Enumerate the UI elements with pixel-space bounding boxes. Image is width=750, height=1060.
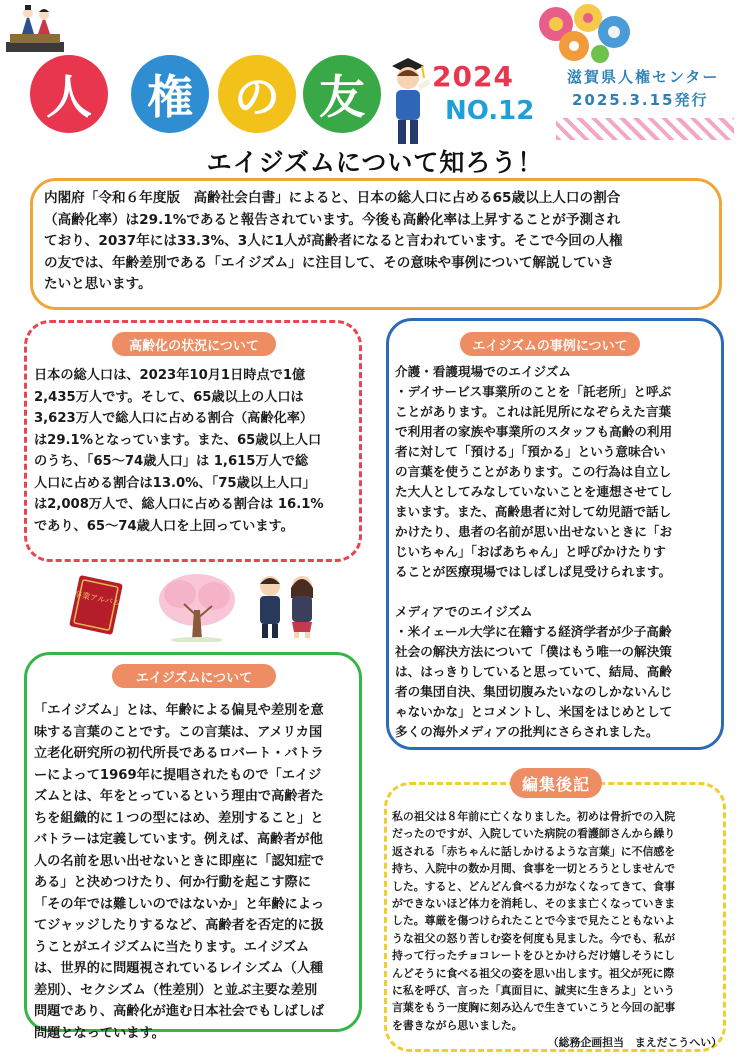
graduate-boy-illustration <box>382 52 434 148</box>
text-line: 日本の総人口は、2023年10月1日時点で1億 <box>34 368 306 383</box>
text-line: ことがあります。これは託児所になぞらえた言葉 <box>395 404 672 419</box>
graduate-students-illustration <box>250 572 322 640</box>
text-line: 「エイジズム」とは、年齢による偏見や差別を意 <box>34 703 324 718</box>
text-line: 者の集団自決、集団切腹みたいなのしかないんじ <box>395 684 673 699</box>
text-line: じいちゃん」「おばあちゃん」と呼びかけたりす <box>395 544 666 559</box>
afterword-text <box>392 808 722 1052</box>
text-line: んどそうに食べる祖父の姿を思い出します。祖父が死に際 <box>392 966 675 980</box>
fan-decoration <box>528 2 638 64</box>
title-char-4: 友 <box>303 55 381 133</box>
text-line: 立老化研究所の初代所長であるロバート・バトラ <box>34 746 324 761</box>
text-line: で利用者の家族や事業所のスタッフも高齢の利用 <box>395 424 673 439</box>
text-line: メディアでのエイジズム <box>395 604 533 619</box>
afterword-signature: （総務企画担当 まえだこうへい） <box>547 1036 722 1050</box>
text-line: 味する言葉のことです。この言葉は、アメリカ国 <box>34 724 323 740</box>
text-line: た大人としてみなしていないことを連想させてし <box>395 484 673 499</box>
text-line: 社会の解決方法について「僕はもう唯一の解決策 <box>395 644 672 659</box>
pink-stripe-decoration <box>556 118 734 140</box>
text-line: は2,008万人で、総人口に占める割合は 16.1% <box>34 497 324 512</box>
text-line: 持ち、入院中の数か月間、食事を一切とろうとしませんで <box>392 862 676 876</box>
aging-status-heading: 高齢化の状況について <box>112 332 276 356</box>
text-line: ある」と決めつけたり、何か行動を起こす際に <box>34 875 311 890</box>
text-line: てジャッジしたりするなど、高齢者を否定的に扱 <box>34 918 324 933</box>
text-line: 介護・看護現場でのエイジズム <box>395 364 571 379</box>
cherry-tree-illustration <box>156 570 238 642</box>
text-line: うことがエイジズムに当たります。エイジズム <box>34 939 310 955</box>
issue-date: 2025.3.15発行 <box>572 91 709 109</box>
ageism-definition-heading: エイジズムについて <box>112 664 276 688</box>
publisher-name: 滋賀県人権センター <box>567 68 720 86</box>
aging-status-text <box>34 365 360 537</box>
text-line: ズムとは、年をとっているという理由で高齢者た <box>34 789 324 804</box>
hina-doll-illustration <box>4 4 66 56</box>
text-line: ・デイサービス事業所のことを「託老所」と呼ぶ <box>395 384 672 399</box>
album-cover-text: 卒業アルバム <box>73 589 122 608</box>
intro-line: 内閣府「令和６年度版 高齢社会白書」によると、日本の総人口に占める65歳以上人口の割合 <box>44 190 621 206</box>
text-line: 差別）、セクシズム（性差別）と並ぶ主要な差別 <box>34 982 318 998</box>
text-line: 問題であり、高齢化が進む日本社会でもしばしば <box>34 1004 325 1019</box>
text-line: 人の名前を思い出せないときに即座に「認知症で <box>34 853 325 869</box>
text-line: した。すると、どんどん食べる力がなくなってきて、食事 <box>392 879 675 893</box>
text-line: まいます。また、高齢患者に対して幼児語で話し <box>395 504 672 519</box>
text-line: を書きながら思いました。 <box>392 1018 523 1032</box>
intro-line: の友では、年齢差別である「エイジズム」に注目して、その意味や事例について解説していき <box>44 254 614 271</box>
text-line: 人口に占める割合は13.0%、「75歳以上人口」 <box>34 475 316 491</box>
title-char-1: 人 <box>30 55 108 133</box>
text-line: のうち、「65～74歳人口」は 1,615万人で総 <box>34 454 309 469</box>
ageism-cases-heading: エイジズムの事例について <box>460 332 640 356</box>
text-line: ちを組織的に１つの型にはめ、差別すること」と <box>34 810 324 826</box>
text-line: ができないほど体力を消耗し、そのまま亡くなっていきま <box>392 897 676 911</box>
text-line: 私の祖父は８年前に亡くなりました。初めは骨折での入院 <box>392 810 676 823</box>
text-line: 2,435万人です。そして、65歳以上の人口は <box>34 389 304 405</box>
text-line: 問題となっています。 <box>34 1025 165 1041</box>
year-label: 2024 <box>432 60 514 93</box>
text-line: 者に対して「預ける」「預かる」という意味合い <box>395 444 666 459</box>
intro-line: （高齢化率）は29.1%であると報告されています。今後も高齢化率は上昇することが予測され <box>44 211 621 228</box>
text-line: 返される「赤ちゃんに話しかけるような言葉」に不信感を <box>392 844 676 858</box>
title-char-3: の <box>218 55 296 133</box>
text-line: 3,623万人で総人口に占める割合（高齢化率） <box>34 411 314 426</box>
text-line: ーによって1969年に提唱されたもので「エイジ <box>34 767 322 783</box>
afterword-heading: 編集後記 <box>510 768 602 798</box>
text-line: は、はっきりしていると思っていて、結局、高齢 <box>395 664 672 679</box>
ageism-definition-text <box>34 700 360 1044</box>
title-char-2: 権 <box>131 55 209 133</box>
intro-text <box>44 188 712 296</box>
text-line: 言葉をもう一度胸に刻み込んで生きていこうと今回の記事 <box>392 1001 676 1015</box>
text-line: 持って行ったチョコレートをひとかけらだけ嬉しそうにし <box>392 949 675 963</box>
text-line: バトラーは定義しています。例えば、高齢者が他 <box>34 832 323 847</box>
text-line: した。尊厳を傷つけられたことで今まで見たこともないよ <box>392 914 676 928</box>
text-line: は29.1%となっています。また、65歳以上人口 <box>34 432 322 448</box>
page-headline: エイジズムについて知ろう！ <box>206 148 544 177</box>
text-line: ることが医療現場ではしばしば見受けられます。 <box>395 564 672 579</box>
text-line: の言葉を使うことがあります。この行為は自立し <box>395 464 672 479</box>
graduation-album-illustration <box>68 575 126 635</box>
intro-line: たいと思います。 <box>44 276 152 292</box>
text-line: だったのですが、入院していた病院の看護師さんから繰り <box>392 827 676 841</box>
text-line: かけたり、患者の名前が思い出せないときに「お <box>395 524 673 539</box>
text-line: に私を呼び、言った「真面目に、誠実に生きろよ」という <box>392 984 675 998</box>
text-line: ・米イェール大学に在籍する経済学者が少子高齢 <box>395 624 672 639</box>
text-line: ゃないかな」とコメントし、米国をはじめとして <box>395 704 673 719</box>
text-line: 多くの海外メディアの批判にさらされました。 <box>395 724 659 739</box>
text-line: であり、65～74歳人口を上回っています。 <box>34 518 294 534</box>
intro-line: ており、2037年には33.3%、3人に1人が高齢者になると言われています。そこで今回の人権 <box>44 233 623 249</box>
issue-number: NO.12 <box>445 96 535 126</box>
text-line: うな祖父の怒り苦しむ姿を何度も見ました。今でも、私が <box>392 931 676 945</box>
text-line: 「その年では難しいのではないか」と年齢によっ <box>34 896 325 912</box>
ageism-cases-text <box>395 362 720 742</box>
text-line: は、世界的に問題視されているレイシズム（人種 <box>34 961 324 976</box>
